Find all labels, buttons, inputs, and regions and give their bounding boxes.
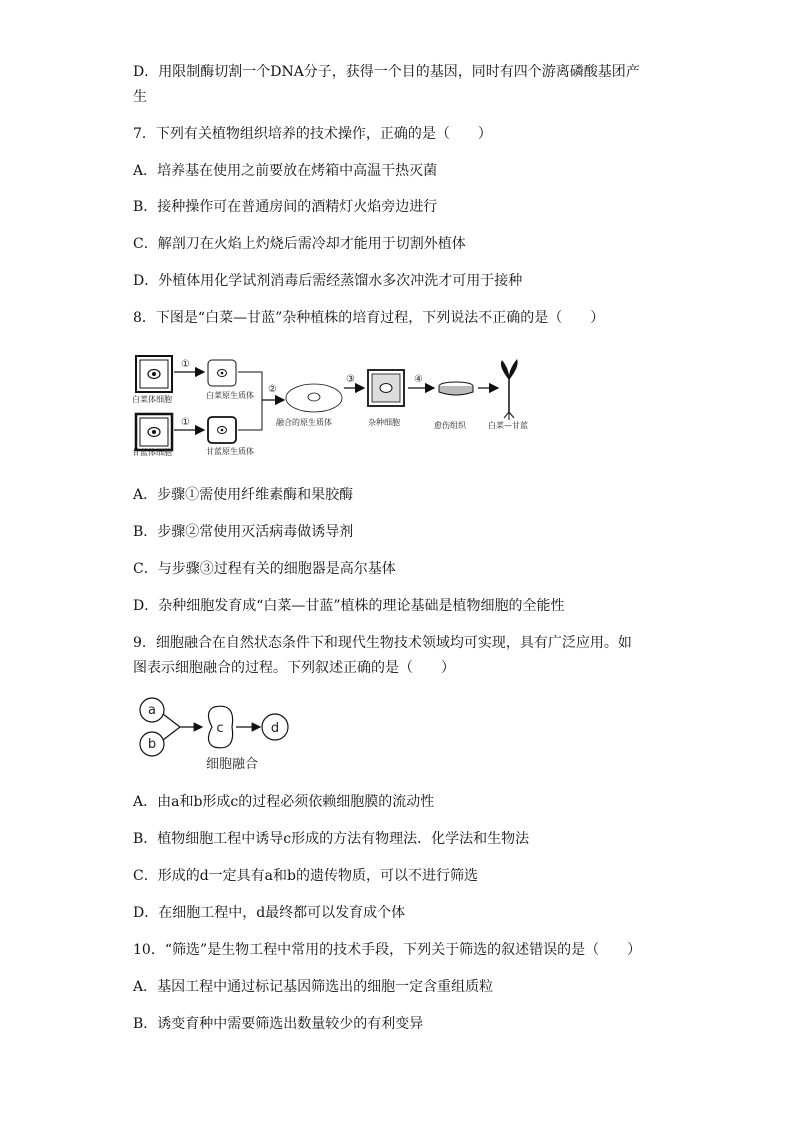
cell-a-label: a: [148, 703, 156, 718]
seedling-icon: [501, 359, 518, 420]
kale-protoplast-label: 甘蓝原生质体: [206, 447, 254, 456]
step1b-label: ①: [181, 417, 190, 428]
cell-b-label: b: [147, 737, 157, 752]
q8-option-b: B．步骤②常使用灭活病毒做诱导剂: [133, 524, 354, 540]
step1a-label: ①: [181, 359, 190, 370]
merge-bracket: [238, 372, 262, 430]
q9-option-c: C．形成的d一定具有a和b的遗传物质，可以不进行筛选: [133, 868, 478, 884]
cabbage-cell-icon: [136, 356, 172, 392]
cell-fusion-diagram: [130, 690, 300, 776]
kale-cell-label: 甘蓝体细胞: [132, 448, 172, 457]
cabbage-protoplast-icon: [208, 360, 236, 386]
q7-option-b: B．接种操作可在普通房间的酒精灯火焰旁边进行: [133, 199, 438, 215]
cell-c-label: c: [216, 721, 224, 736]
q10-stem: 10．“筛选”是生物工程中常用的技术手段，下列关于筛选的叙述错误的是（ ）: [133, 942, 642, 958]
step2-label: ②: [268, 384, 277, 395]
q8-option-a: A．步骤①需使用纤维素酶和果胶酶: [133, 487, 354, 503]
q6-option-d-line1: D．用限制酶切割一个DNA分子，获得一个目的基因，同时有四个游离磷酸基团产: [133, 64, 640, 80]
q9-option-a: A．由a和b形成c的过程必须依赖细胞膜的流动性: [133, 794, 435, 810]
hybrid-plant-label: 白菜—甘蓝: [488, 421, 528, 430]
kale-cell-icon: [136, 414, 172, 450]
fusion-caption: 细胞融合: [205, 757, 259, 772]
q9-stem-line1: 9．细胞融合在自然状态条件下和现代生物技术领域均可实现，具有广泛应用。如: [133, 635, 632, 651]
cabbage-protoplast-label: 白菜原生质体: [206, 391, 254, 400]
callus-icon: [439, 382, 473, 395]
q6-option-d-line2: 生: [133, 89, 147, 105]
q8-option-c: C．与步骤③过程有关的细胞器是高尔基体: [133, 561, 396, 577]
q8-option-d: D．杂种细胞发育成“白菜—甘蓝”植株的理论基础是植物细胞的全能性: [133, 598, 565, 614]
cell-d-label: d: [270, 721, 280, 736]
q9-stem-line2: 图表示细胞融合的过程。下列叙述正确的是（ ）: [133, 660, 455, 676]
q10-option-a: A．基因工程中通过标记基因筛选出的细胞一定含重组质粒: [133, 979, 494, 995]
q7-stem: 7．下列有关植物组织培养的技术操作，正确的是（ ）: [133, 126, 492, 142]
merge-lines: [163, 714, 180, 740]
fused-protoplast-label: 融合的原生质体: [276, 418, 332, 427]
hybrid-cell-label: 杂种细胞: [368, 418, 400, 427]
q7-option-a: A．培养基在使用之前要放在烤箱中高温干热灭菌: [133, 163, 438, 179]
q8-stem: 8．下图是“白菜—甘蓝”杂种植株的培育过程，下列说法不正确的是（ ）: [133, 310, 605, 326]
kale-protoplast-icon: [208, 417, 236, 443]
q9-option-d: D．在细胞工程中，d最终都可以发育成个体: [133, 905, 406, 921]
step4-label: ④: [414, 374, 423, 385]
cabbage-cell-label: 白菜体细胞: [132, 395, 172, 404]
q10-option-b: B．诱变育种中需要筛选出数量较少的有利变异: [133, 1016, 424, 1032]
q7-option-c: C．解剖刀在火焰上灼烧后需冷却才能用于切割外植体: [133, 236, 466, 252]
step3-label: ③: [346, 374, 355, 385]
hybrid-cell-icon: [368, 370, 404, 406]
q9-option-b: B．植物细胞工程中诱导c形成的方法有物理法．化学法和生物法: [133, 831, 530, 847]
callus-label: 愈伤组织: [434, 421, 466, 430]
q7-option-d: D．外植体用化学试剂消毒后需经蒸馏水多次冲洗才可用于接种: [133, 273, 523, 289]
hybrid-plant-diagram: [128, 348, 528, 460]
fused-protoplast-icon: [286, 384, 342, 412]
